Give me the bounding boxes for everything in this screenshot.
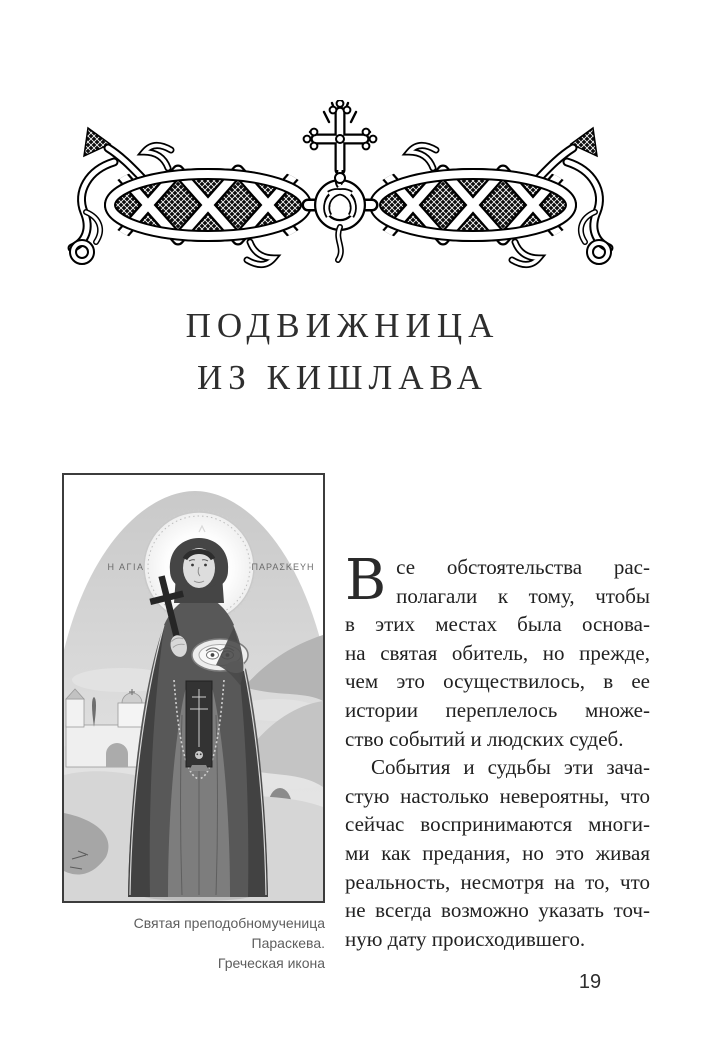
body-line: чем это осуществилось, в ее [345, 669, 650, 694]
chapter-title-line1: ПОДВИЖНИЦА [185, 306, 500, 345]
figure-caption-line1: Святая преподобномученица Параскева. [133, 915, 325, 951]
figure-caption [58, 913, 325, 973]
body-line: в этих местах была основа- [345, 612, 650, 637]
body-text [345, 548, 650, 953]
body-line: се обстоятельства рас- [396, 555, 650, 579]
icon-inscription-right: ΠΑΡΑΣΚΕΥΗ [251, 562, 315, 572]
saint-figure [128, 511, 268, 902]
drop-cap: В [345, 548, 387, 613]
body-line: полагали к тому, чтобы [396, 583, 650, 608]
paragraph [345, 753, 650, 953]
body-line: События и судьбы эти зача- [371, 755, 650, 780]
body-line: реальность, несмотря на то, что [345, 869, 650, 894]
saint-paraskeva-icon-image [62, 473, 325, 903]
body-line: на святая обитель, но прежде, [345, 640, 650, 665]
budded-cross-icon [304, 100, 377, 186]
knot-panel-left [105, 145, 311, 264]
icon-inscription-left: Η ΑΓΙΑ [107, 562, 145, 572]
figure-caption-line2: Греческая икона [217, 955, 325, 971]
body-line: не всегда возможно указать точ- [345, 898, 650, 923]
page-number: 19 [578, 971, 602, 993]
chapter-title-line2: ИЗ КИШЛАВА [197, 358, 488, 397]
body-line: ную дату происходившего. [345, 926, 586, 951]
knotwork-headpiece-ornament [58, 100, 623, 275]
analav-panel [186, 681, 212, 771]
body-line: истории переплелось множе- [345, 697, 650, 722]
body-line: ми как предания, но это живая [345, 840, 650, 865]
body-line: сейчас воспринимаются многи- [345, 812, 650, 837]
paragraph [345, 548, 650, 753]
knot-panel-right [370, 145, 576, 264]
body-line: стую настолько невероятны, что [345, 783, 650, 808]
chapter-title [40, 300, 645, 404]
body-line: ство событий и людских судеб. [345, 726, 624, 751]
